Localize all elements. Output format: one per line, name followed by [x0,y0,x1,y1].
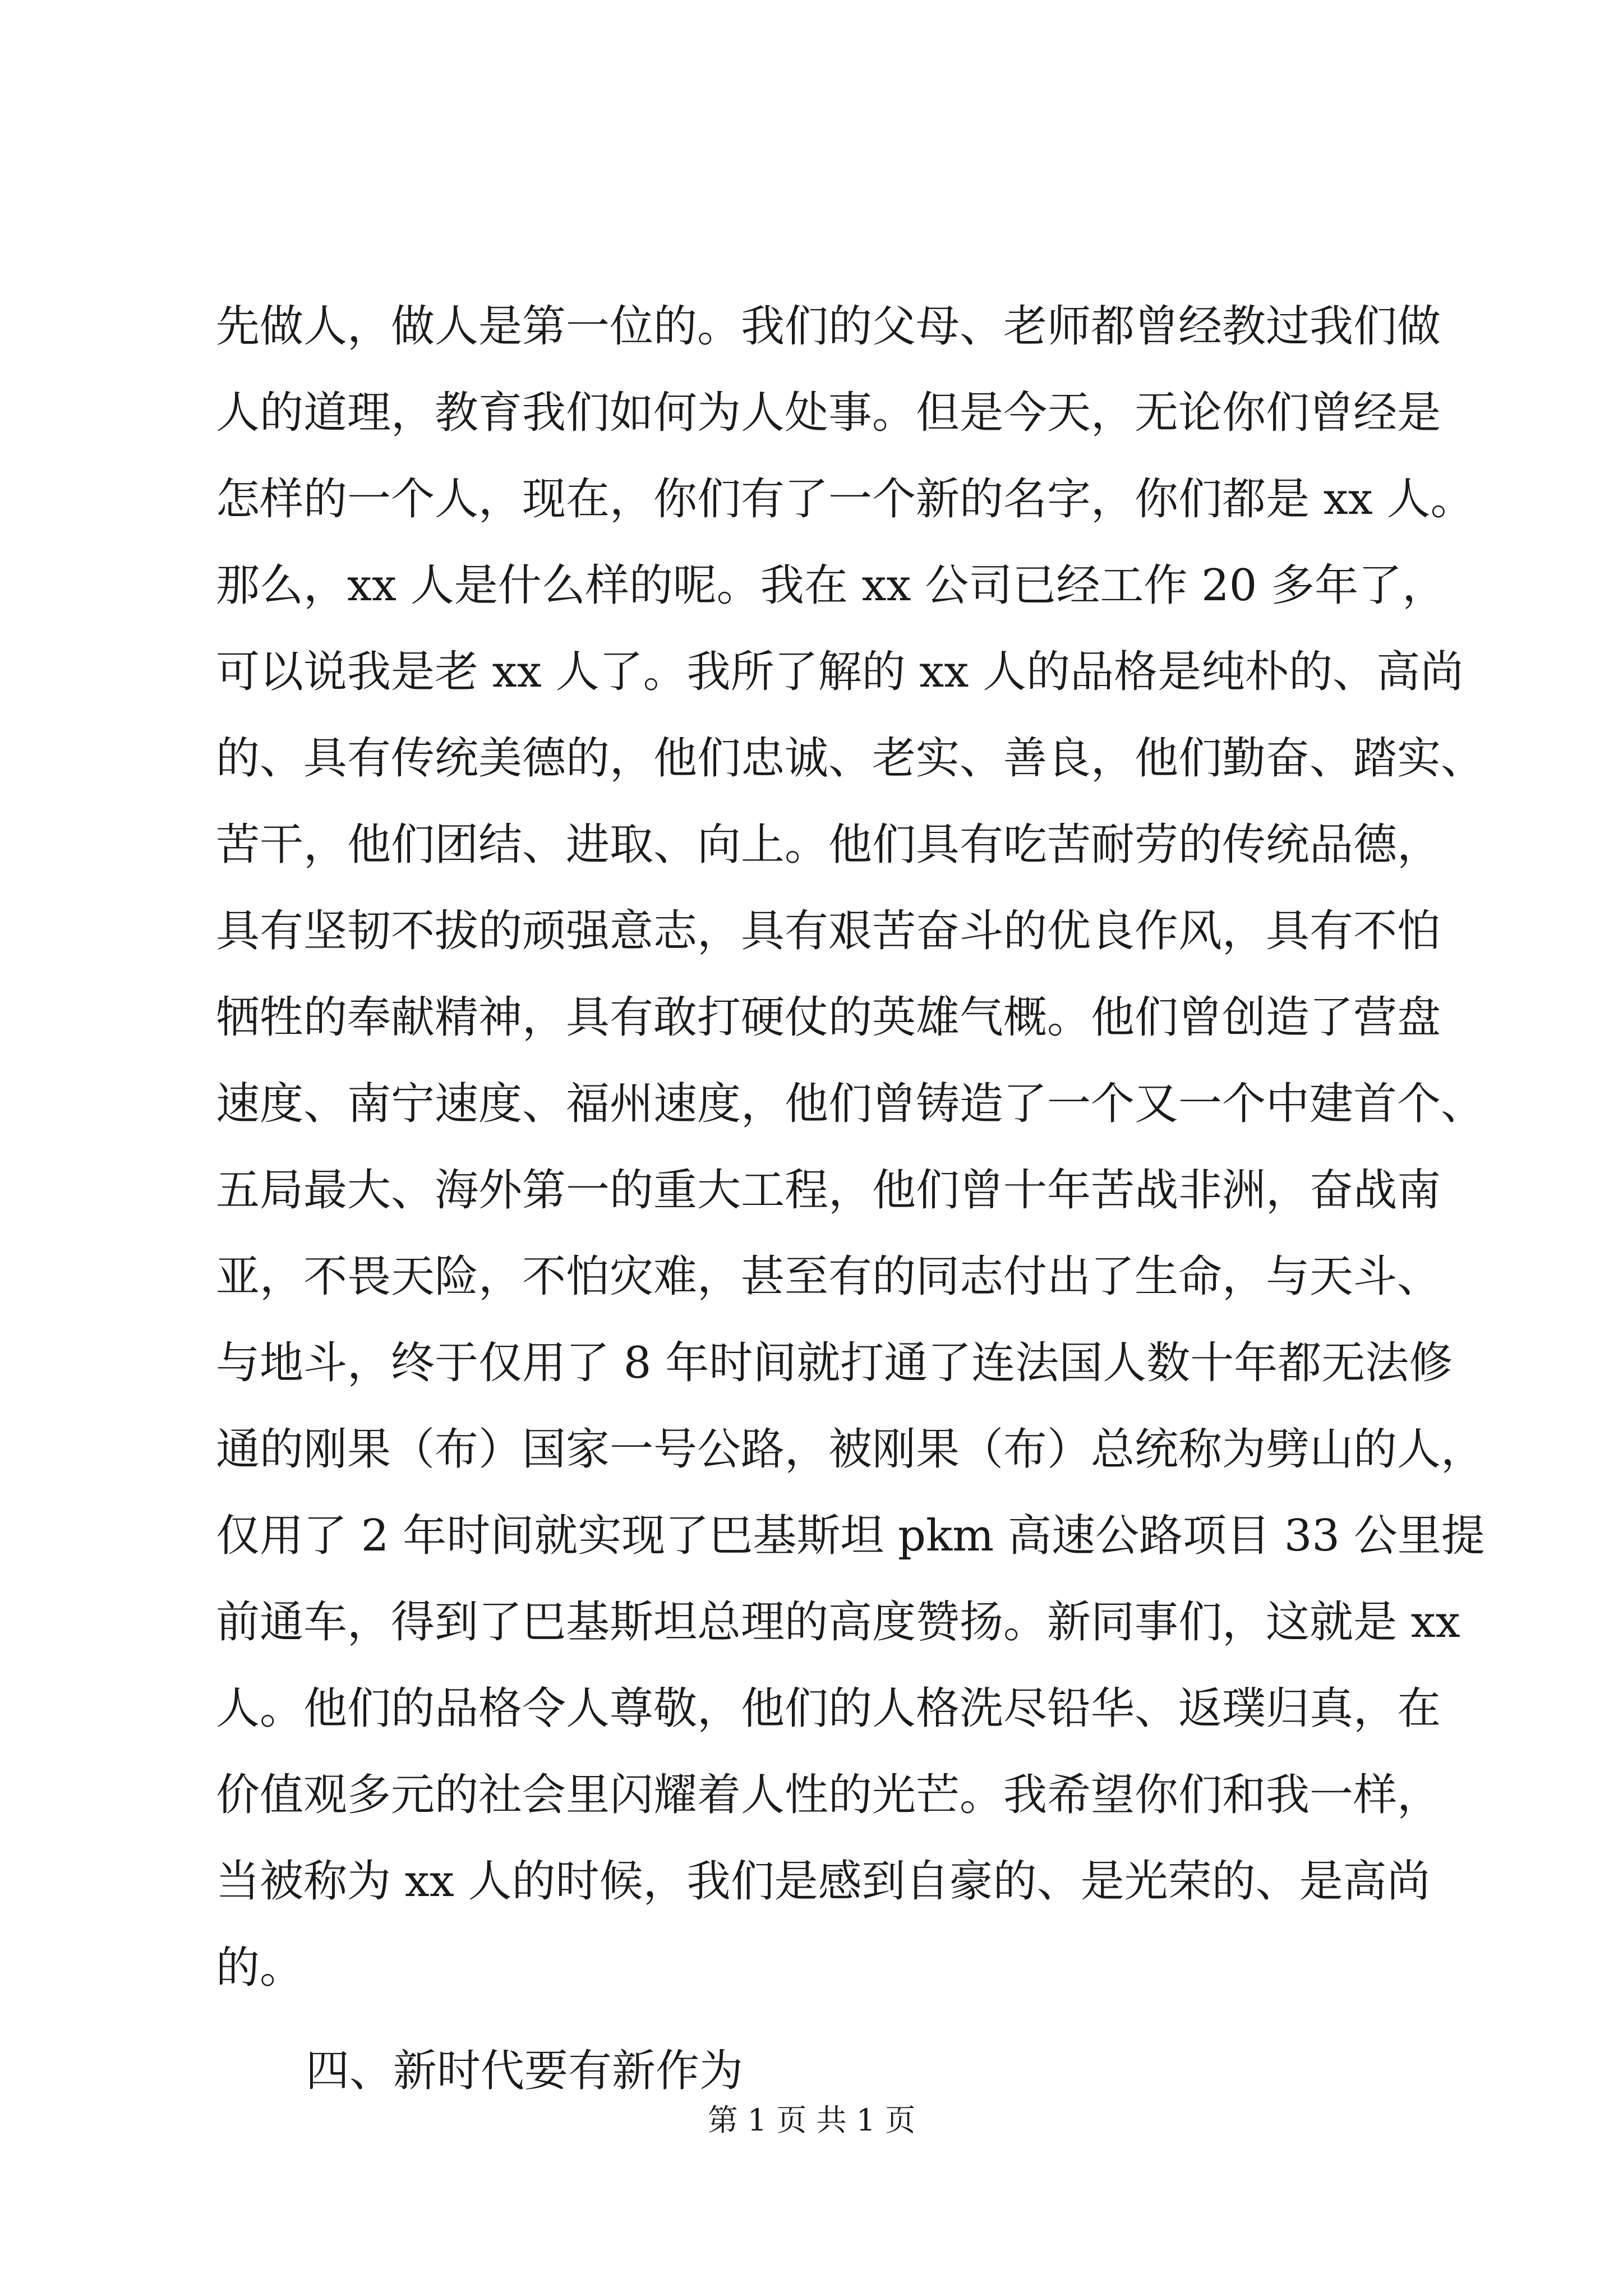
paragraph-line: 的。 [216,1943,304,1993]
paragraph-line: 可以说我是老 xx 人了。我所了解的 xx 人的品格是纯朴的、高尚 [216,647,1464,697]
paragraph-line: 人。他们的品格令人尊敬，他们的人格洗尽铅华、返璞归真，在 [216,1683,1441,1734]
paragraph-line: 与地斗，终于仅用了 8 年时间就打通了连法国人数十年都无法修 [216,1338,1453,1388]
paragraph-line: 具有坚韧不拔的顽强意志，具有艰苦奋斗的优良作风，具有不怕 [216,906,1441,956]
paragraph-line: 亚，不畏天险，不怕灾难，甚至有的同志付出了生命，与天斗、 [216,1251,1441,1302]
paragraph-line: 五局最大、海外第一的重大工程，他们曾十年苦战非洲，奋战南 [216,1165,1441,1216]
paragraph-line: 速度、南宁速度、福州速度，他们曾铸造了一个又一个中建首个、 [216,1079,1485,1129]
paragraph-line: 人的道理，教育我们如何为人处事。但是今天，无论你们曾经是 [216,388,1441,438]
body-text [216,283,1485,2114]
paragraph-line: 怎样的一个人，现在，你们有了一个新的名字，你们都是 xx 人。 [216,474,1474,524]
page-footer: 第 1 页 共 1 页 [707,2102,916,2138]
paragraph-line: 苦干，他们团结、进取、向上。他们具有吃苦耐劳的传统品德， [216,820,1441,870]
paragraph-line: 当被称为 xx 人的时候，我们是感到自豪的、是光荣的、是高尚 [216,1856,1431,1907]
paragraph-line: 价值观多元的社会里闪耀着人性的光芒。我希望你们和我一样， [216,1770,1441,1820]
paragraph-line: 前通车，得到了巴基斯坦总理的高度赞扬。新同事们，这就是 xx [216,1597,1460,1648]
paragraph-line: 牺牲的奉献精神，具有敢打硬仗的英雄气概。他们曾创造了营盘 [216,992,1441,1043]
section-heading: 四、新时代要有新作为 [306,2046,744,2096]
paragraph-line: 那么，xx 人是什么样的呢。我在 xx 公司已经工作 20 多年了， [216,560,1446,611]
paragraph-line: 的、具有传统美德的，他们忠诚、老实、善良，他们勤奋、踏实、 [216,733,1485,784]
paragraph-line: 仅用了 2 年时间就实现了巴基斯坦 pkm 高速公路项目 33 公里提 [216,1511,1485,1561]
paragraph-line: 先做人，做人是第一位的。我们的父母、老师都曾经教过我们做 [216,301,1441,352]
paragraph-line: 通的刚果（布）国家一号公路，被刚果（布）总统称为劈山的人， [216,1424,1485,1475]
